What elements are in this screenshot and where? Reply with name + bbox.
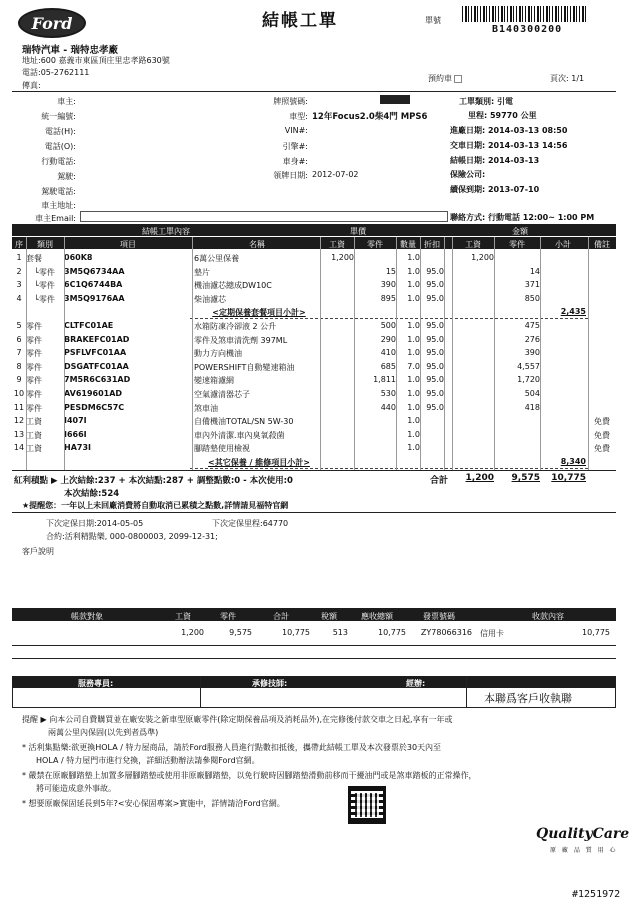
table-cell-part: 685 <box>380 361 396 371</box>
table-cell-amt-part: 14 <box>529 266 540 276</box>
table-cell-no: 13 <box>13 429 25 439</box>
table-cell-note: 免費 <box>594 444 610 454</box>
table-cell-no: 3 <box>16 280 22 290</box>
payment-column-header: 稅額 <box>321 612 337 621</box>
table-cell-cat: 套餐 <box>26 254 42 263</box>
reg-date-value: 2012-07-02 <box>312 170 359 179</box>
table-cell-disc: 95.0 <box>426 361 444 371</box>
table-cell-part: 410 <box>380 348 396 358</box>
table-cell-part: 895 <box>380 293 396 303</box>
table-cell-sub: 8,340 <box>560 457 586 466</box>
payment-cell: 1,200 <box>181 628 204 637</box>
table-cell-no: 9 <box>16 375 22 385</box>
order-number: B140300200 <box>492 24 563 35</box>
table-cell-disc: 95.0 <box>426 280 444 290</box>
table-cell-code: DSGATFC01AA <box>64 361 129 371</box>
table-divider <box>588 237 589 470</box>
footer-line-7: * 想要原廠保固延長到5年?<安心保固專案>實施中，詳情請洽Ford官網。 <box>22 799 285 808</box>
owner-address-label: 車主地址: <box>41 201 76 210</box>
table-cell-no: 5 <box>16 321 22 330</box>
email-field <box>80 211 448 222</box>
subtotal-dashed-line <box>190 468 588 469</box>
table-cell-name: 自備機油TOTAL/SN 5W-30 <box>194 417 294 427</box>
table-cell-qty: 1.0 <box>407 334 420 344</box>
customer-taxid-label: 統一編號: <box>41 112 76 121</box>
table-cell-name: 水箱防凍冷卻液 2 公升 <box>194 322 277 331</box>
order-number-label: 單號 <box>425 16 441 25</box>
table-cell-amt-part: 850 <box>524 293 540 303</box>
table-cell-qty: 1.0 <box>407 253 420 262</box>
column-header: 序 <box>15 240 23 249</box>
qr-code <box>348 786 386 824</box>
table-cell-amt-labor: 1,200 <box>471 253 494 262</box>
table-cell-labor: 1,200 <box>331 253 354 262</box>
table-divider <box>354 237 355 470</box>
table-cell-name: 車內外清潔.車內臭氧殺菌 <box>194 430 285 440</box>
insurer: 保險公司: <box>450 170 486 179</box>
table-cell-qty: 1.0 <box>407 293 420 303</box>
table-divider <box>452 237 453 470</box>
total-label: 合計 <box>430 476 449 486</box>
table-cell-cat: 工資 <box>26 417 42 427</box>
dealer-fax: 傳真: <box>22 81 41 90</box>
table-cell-cat: └零件 <box>34 281 55 291</box>
table-cell-code: 6C1Q6744BA <box>64 280 123 290</box>
table-cell-qty: 1.0 <box>407 280 420 290</box>
points-notice: ★提醒您：一年以上未回廠消費將自動取消已累積之點數,詳情請見福特官網 <box>22 501 289 510</box>
column-header: 工資 <box>329 240 345 249</box>
payment-column-header: 發票號碼 <box>423 612 455 621</box>
out-time: 交車日期: 2014-03-13 14:56 <box>450 141 568 150</box>
table-cell-part: 500 <box>380 321 396 330</box>
customer-note-label: 客戶說明 <box>22 547 54 556</box>
job-type: 工單類別: 引電 <box>459 97 513 106</box>
payment-cell: 513 <box>332 628 348 637</box>
table-cell-amt-part: 504 <box>524 389 540 398</box>
table-cell-code: BRAKEFC01AD <box>64 334 130 344</box>
table-cell-amt-part: 276 <box>524 334 540 344</box>
table-cell-code: CLTFC01AE <box>64 321 114 330</box>
table-cell-qty: 1.0 <box>407 416 420 426</box>
table-cell-disc: 95.0 <box>426 334 444 344</box>
table-divider <box>320 237 321 470</box>
table-cell-no: 7 <box>16 348 22 358</box>
contact-method: 聯絡方式: 行動電話 12:00~ 1:00 PM <box>450 213 595 222</box>
table-cell-code: PESDM6C57C <box>64 402 125 412</box>
owner-email-label: 車主Email: <box>35 214 76 223</box>
table-cell-qty: 7.0 <box>407 361 420 371</box>
table-divider <box>444 237 445 470</box>
driver-label: 駕駛: <box>57 172 76 181</box>
page-number: 頁次: 1/1 <box>550 74 585 83</box>
manager-label: 經辦: <box>406 679 426 688</box>
group-price-label: 單價 <box>350 227 366 236</box>
table-cell-no: 8 <box>16 361 22 371</box>
table-cell-part: 440 <box>380 402 396 412</box>
watermark: #1251972 <box>572 889 621 900</box>
payment-column-header: 收款內容 <box>532 612 564 621</box>
payment-cell: ZY78066316 <box>420 628 472 637</box>
table-cell-code: I666I <box>64 429 87 439</box>
payment-column-header: 帳款對象 <box>71 612 103 621</box>
table-cell-code: 060K8 <box>64 253 93 262</box>
table-cell-qty: 1.0 <box>407 375 420 385</box>
table-cell-code: PSFLVFC01AA <box>64 348 127 358</box>
table-cell-part: 15 <box>385 266 396 276</box>
driver-phone-label: 駕駛電話: <box>41 187 76 196</box>
table-divider <box>26 237 27 470</box>
table-cell-name: 煞車油 <box>194 403 218 413</box>
table-cell-qty: 1.0 <box>407 389 420 398</box>
table-cell-note: 免費 <box>594 430 610 440</box>
quality-care-sub: 原 廠 品 質 用 心 <box>550 847 618 854</box>
dealer-name: 瑞特汽車 - 瑞特忠孝廠 <box>22 45 119 56</box>
table-cell-part: 1,811 <box>373 375 396 385</box>
table-cell-qty: 1.0 <box>407 443 420 453</box>
table-cell-name: 空氣濾清器芯子 <box>194 390 250 399</box>
mileage: 里程: 59770 公里 <box>468 111 537 120</box>
table-cell-cat: 工資 <box>26 430 42 440</box>
next-service-km: 下次定保里程:64770 <box>212 519 289 528</box>
table-cell-cat: 零件 <box>26 362 42 372</box>
page-title: 結帳工單 <box>262 11 338 31</box>
table-cell-cat: 零件 <box>26 390 42 399</box>
column-header: 數量 <box>400 240 416 249</box>
table-cell-amt-part: 475 <box>524 321 540 330</box>
renewal-date: 續保到期: 2013-07-10 <box>450 185 540 194</box>
table-cell-name: POWERSHIFT自動變速箱油 <box>194 362 295 372</box>
customer-phone-h-label: 電話(H): <box>45 127 76 136</box>
table-cell-cat: 零件 <box>26 349 42 359</box>
payment-cell: 9,575 <box>229 628 252 637</box>
table-cell-name: <其它保養 / 維修項目小計> <box>208 458 310 467</box>
table-cell-cat: 零件 <box>26 322 42 331</box>
table-cell-code: 3M5Q6734AA <box>64 266 125 276</box>
table-cell-cat: 零件 <box>26 376 42 386</box>
table-cell-disc: 95.0 <box>426 321 444 330</box>
footer-line-5: * 嚴禁在原廠腳踏墊上加置多層腳踏墊或使用非原廠腳踏墊，以免行駛時因腳踏墊滑動前移而干擾油門或是煞車踏板的正常操作， <box>22 771 477 780</box>
table-cell-amt-part: 1,720 <box>517 375 540 385</box>
table-cell-disc: 95.0 <box>426 402 444 412</box>
dealer-phone: 電話:05-2762111 <box>22 68 90 77</box>
table-divider <box>420 237 421 470</box>
footer-line-1: 提醒 ▶ 向本公司自費購買並在廠安裝之新車型原廠零件(除定期保養品項及消耗品外),在完修後付款交車之日起,享有一年或 <box>22 715 453 724</box>
table-cell-no: 10 <box>13 389 25 398</box>
table-cell-sub: 2,435 <box>560 307 586 317</box>
footer-line-3: * 活利集點樂:欲更換HOLA / 特力屋商品，請於Ford服務人員進行點數扣抵後，攜帶此結帳工單及本次發票於30天內至 <box>22 743 442 752</box>
table-cell-qty: 1.0 <box>407 348 420 358</box>
table-cell-no: 14 <box>13 443 25 453</box>
total-sum: 10,775 <box>551 473 586 483</box>
payment-cell: 信用卡 <box>480 629 504 638</box>
table-cell-code: I407I <box>64 416 87 426</box>
table-cell-name: 柴油濾芯 <box>194 294 226 304</box>
table-cell-disc: 95.0 <box>426 293 444 303</box>
table-cell-name: 變速箱濾網 <box>194 376 234 386</box>
table-cell-cat: 工資 <box>26 444 42 454</box>
technician-label: 承修技師: <box>252 679 288 688</box>
model-label: 車型: <box>289 112 308 121</box>
payment-cell: 10,775 <box>582 628 610 637</box>
payment-column-header: 零件 <box>220 612 236 621</box>
table-cell-code: HA73I <box>64 443 91 453</box>
customer-phone-o-label: 電話(O): <box>44 142 76 151</box>
table-cell-amt-part: 4,557 <box>517 361 540 371</box>
table-divider <box>494 237 495 470</box>
table-divider <box>396 237 397 470</box>
customer-mobile-label: 行動電話: <box>41 157 76 166</box>
table-cell-no: 4 <box>16 293 22 303</box>
plate-redaction <box>380 95 410 104</box>
table-cell-name: 零件及煞車清洗劑 397ML <box>194 335 288 345</box>
table-cell-name: 動力方向機油 <box>194 349 242 359</box>
table-cell-amt-part: 418 <box>524 402 540 412</box>
table-cell-qty: 1.0 <box>407 402 420 412</box>
column-header: 零件 <box>367 240 383 249</box>
table-cell-no: 2 <box>16 266 22 276</box>
footer-line-2: 兩萬公里內保固(以先到者爲準) <box>48 728 159 737</box>
column-header: 備註 <box>594 240 610 249</box>
points-line: 紅利積點 ▶ 上次結餘:237 + 本次結點:287 + 調整點數:0 - 本次使用:0 <box>14 476 293 486</box>
customer-copy-label: 本聯爲客戶收執聯 <box>484 692 572 705</box>
column-header: 類別 <box>37 240 53 249</box>
column-header: 零件 <box>509 240 525 249</box>
subtotal-dashed-line <box>190 318 588 319</box>
points-balance: 本次結餘:524 <box>64 489 120 499</box>
service-advisor-label: 服務專員: <box>78 679 114 688</box>
body-label: 車身#: <box>282 157 308 166</box>
table-cell-disc: 95.0 <box>426 266 444 276</box>
reg-date-label: 領牌日期: <box>273 171 308 180</box>
table-divider <box>540 237 541 470</box>
reservation-label: 預約車 <box>428 73 462 84</box>
table-cell-cat: └零件 <box>34 294 55 304</box>
barcode <box>462 6 588 22</box>
dealer-address: 地址:600 嘉義市東區頂庄里忠孝路630號 <box>22 56 170 65</box>
total-part: 9,575 <box>511 473 540 483</box>
reservation-checkbox <box>454 75 462 83</box>
contract-info: 合約:活利精點樂, 000-0800003, 2099-12-31; <box>46 532 218 541</box>
table-cell-part: 390 <box>380 280 396 290</box>
table-cell-code: AV619601AD <box>64 389 123 398</box>
footer-line-4: HOLA / 特力屋門市進行兌換，詳細活動辦法請參閱Ford官網。 <box>36 756 260 765</box>
table-cell-part: 530 <box>380 389 396 398</box>
table-cell-name: 腳踏墊使用檢視 <box>194 444 250 454</box>
table-cell-part: 290 <box>380 334 396 344</box>
plate-label: 牌照號碼: <box>273 97 308 106</box>
quality-care-logo: QualityCare <box>536 826 630 842</box>
column-header: 工資 <box>465 240 481 249</box>
table-cell-qty: 1.0 <box>407 429 420 439</box>
table-divider <box>64 237 65 470</box>
table-cell-name: 6萬公里保養 <box>194 254 240 263</box>
table-divider <box>192 237 193 470</box>
table-cell-amt-part: 390 <box>524 348 540 358</box>
table-cell-qty: 1.0 <box>407 321 420 330</box>
table-cell-code: 3M5Q9176AA <box>64 293 125 303</box>
next-service-date: 下次定保日期:2014-05-05 <box>46 519 144 528</box>
table-cell-no: 6 <box>16 334 22 344</box>
table-cell-code: 7M5R6C631AD <box>64 375 131 385</box>
model-value: 12年Focus2.0柴4門 MPS6 <box>312 112 428 122</box>
column-header: 項目 <box>120 240 136 249</box>
table-cell-cat: 零件 <box>26 335 42 345</box>
table-cell-cat: 零件 <box>26 403 42 413</box>
table-cell-note: 免費 <box>594 417 610 427</box>
table-cell-no: 1 <box>16 253 22 262</box>
column-header: 折扣 <box>424 240 440 249</box>
payment-column-header: 工資 <box>175 612 191 621</box>
payment-column-header: 合計 <box>273 612 289 621</box>
table-cell-no: 12 <box>13 416 25 426</box>
column-header: 小計 <box>555 240 571 249</box>
footer-line-6: 將可能造成意外事故。 <box>36 784 116 793</box>
column-header: 名稱 <box>249 240 265 249</box>
payment-column-header: 應收總額 <box>361 612 393 621</box>
group-amount-label: 金額 <box>512 227 528 236</box>
settle-date: 結帳日期: 2014-03-13 <box>450 156 540 165</box>
table-cell-qty: 1.0 <box>407 266 420 276</box>
engine-label: 引擎#: <box>282 142 308 151</box>
payment-cell: 10,775 <box>378 628 406 637</box>
table-cell-amt-part: 371 <box>524 280 540 290</box>
table-cell-disc: 95.0 <box>426 375 444 385</box>
group-content-label: 結帳工單內容 <box>142 227 190 236</box>
table-cell-name: 墊片 <box>194 267 210 277</box>
table-cell-disc: 95.0 <box>426 389 444 398</box>
payment-cell: 10,775 <box>282 628 310 637</box>
ford-logo: Ford <box>18 8 86 38</box>
table-cell-disc: 95.0 <box>426 348 444 358</box>
total-labor: 1,200 <box>465 473 494 483</box>
table-cell-name: 機油濾芯總成DW10C <box>194 281 272 291</box>
customer-owner-label: 車主: <box>57 97 76 106</box>
vin-label: VIN#: <box>284 126 308 135</box>
table-cell-cat: └零件 <box>34 267 55 277</box>
table-cell-name: <定期保養套餐項目小計> <box>212 308 306 318</box>
table-cell-no: 11 <box>13 402 25 412</box>
in-time: 進廠日期: 2014-03-13 08:50 <box>450 126 568 135</box>
